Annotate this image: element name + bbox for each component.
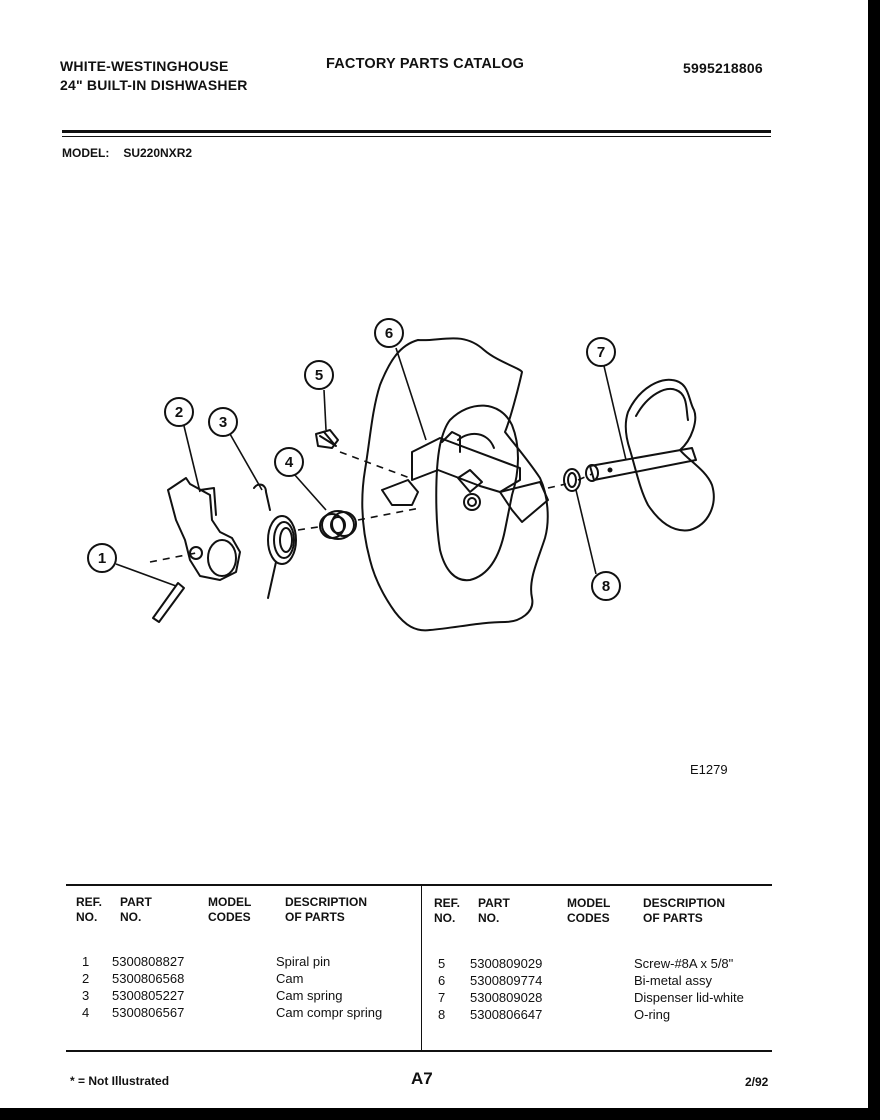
table-cell: 5300805227 <box>112 988 185 1003</box>
callout-2: 2 <box>174 404 184 421</box>
brand-name: WHITE-WESTINGHOUSE <box>60 58 229 74</box>
table-cell: 5300808827 <box>112 954 185 969</box>
product-name: 24" BUILT-IN DISHWASHER <box>60 77 248 93</box>
table-cell: Screw-#8A x 5/8" <box>634 956 734 971</box>
model-label: MODEL: <box>62 146 110 160</box>
table-cell: 5300809028 <box>470 990 543 1005</box>
cam-spring <box>254 485 270 510</box>
leader-screw <box>340 452 410 478</box>
catalog-number: 5995218806 <box>683 60 763 76</box>
model-value: SU220NXR2 <box>123 146 193 160</box>
leader-oring <box>548 484 566 488</box>
table-cell: 3 <box>82 988 90 1003</box>
table-cell: 7 <box>438 990 446 1005</box>
table-cell: 6 <box>438 973 446 988</box>
table-cell: 8 <box>438 1007 446 1022</box>
table-cell: Dispenser lid-white <box>634 990 744 1005</box>
table-divider <box>421 884 422 1052</box>
table-top-rule <box>66 884 772 886</box>
bimetal-tab <box>382 480 418 505</box>
header-desc-right: DESCRIPTION OF PARTS <box>643 896 726 925</box>
not-illustrated-note: * = Not Illustrated <box>70 1074 170 1088</box>
header-part-right: PART NO. <box>478 896 510 925</box>
right-part-column <box>470 955 542 1023</box>
table-cell: 5300806568 <box>112 971 185 986</box>
page-number: A7 <box>411 1069 433 1088</box>
table-cell: 5300809774 <box>470 973 543 988</box>
bimetal-rivet <box>464 494 480 510</box>
dispenser-shaft <box>590 448 696 480</box>
revision-date: 2/92 <box>745 1075 769 1089</box>
leader-cam-spring <box>298 527 318 530</box>
header-desc-left: DESCRIPTION OF PARTS <box>285 895 368 924</box>
callout-5: 5 <box>314 367 324 384</box>
header-ref-right: REF. NO. <box>434 896 461 925</box>
callout-1: 1 <box>97 550 107 567</box>
table-cell: 4 <box>82 1005 90 1020</box>
table-bottom-rule <box>66 1050 772 1052</box>
table-cell: 5300806647 <box>470 1007 543 1022</box>
callout-4: 4 <box>284 454 294 471</box>
table-cell: Cam spring <box>276 988 343 1003</box>
callout-7: 7 <box>596 344 606 361</box>
callout-3: 3 <box>218 414 228 431</box>
header-model-left: MODEL CODES <box>208 895 252 924</box>
left-desc-column <box>276 953 382 1021</box>
right-ref-column <box>438 955 445 1023</box>
table-cell: Bi-metal assy <box>634 973 713 988</box>
table-cell: 5300806567 <box>112 1005 185 1020</box>
table-cell: O-ring <box>634 1007 671 1022</box>
bimetal-bracket <box>412 438 520 492</box>
header-ref-left: REF. NO. <box>76 895 103 924</box>
left-part-column <box>112 953 184 1021</box>
table-cell: 5 <box>438 956 446 971</box>
table-cell: Spiral pin <box>276 954 331 969</box>
figure-code: E1279 <box>690 762 728 777</box>
callout-6: 6 <box>384 325 394 342</box>
cam-part-2 <box>168 478 240 580</box>
left-ref-column <box>82 953 89 1021</box>
right-desc-column <box>634 955 744 1023</box>
table-cell: 5300809029 <box>470 956 543 971</box>
catalog-title: FACTORY PARTS CATALOG <box>326 56 525 72</box>
header-part-left: PART NO. <box>120 895 152 924</box>
leader-spring-bracket <box>358 508 420 520</box>
dispenser-lid <box>626 380 714 531</box>
callout-8: 8 <box>601 578 611 595</box>
table-cell: 2 <box>82 971 90 986</box>
header-model-right: MODEL CODES <box>567 896 611 925</box>
table-cell: Cam <box>276 971 304 986</box>
door-panel-outline <box>362 338 547 630</box>
table-cell: Cam compr spring <box>276 1005 383 1020</box>
bimetal-link <box>458 470 482 492</box>
table-cell: 1 <box>82 954 90 969</box>
spiral-pin <box>153 583 184 622</box>
